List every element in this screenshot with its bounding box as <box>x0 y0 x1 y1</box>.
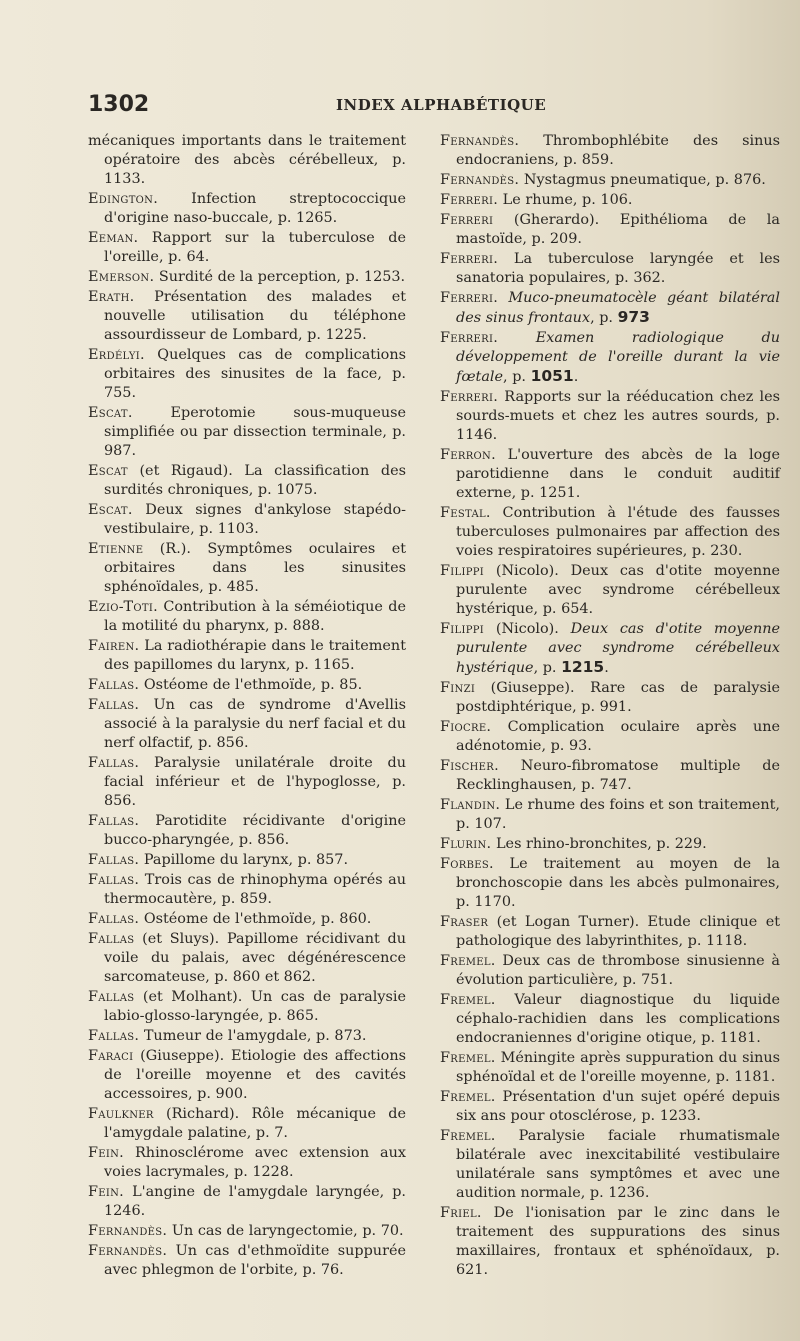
index-entry <box>88 268 406 287</box>
entry-text: mécaniques importants dans le traitement opératoire des abcès cérébelleux, p. 1133. <box>88 133 406 187</box>
entry-text: Infection streptococcique d'origine naso-buccale, p. 1265. <box>104 191 406 226</box>
entry-text: (Giuseppe). Etiologie des affections de l'oreille moyenne et des cavités accessoires, p. 900. <box>104 1048 406 1102</box>
entry-page-number: 973 <box>617 308 650 326</box>
index-entry <box>440 446 780 503</box>
entry-author: Fallas. <box>88 677 140 693</box>
entry-text: Rapport sur la tuberculose de l'oreille, p. 64. <box>104 230 406 265</box>
entry-text: (Nicolo). Deux cas d'otite moyenne purulente avec syndrome cérébelleux hystérique, p. 654. <box>456 563 780 617</box>
entry-text: Présentation d'un sujet opéré depuis six ans pour otosclérose, p. 1233. <box>456 1089 780 1124</box>
entry-text: Un cas de syndrome d'Avellis associé à la paralysie du nerf facial et du nerf olfactif, p. 856. <box>104 697 406 751</box>
entry-end-punct: . <box>573 369 579 385</box>
entry-author: Faraci <box>88 1048 134 1064</box>
entry-text: Nystagmus pneumatique, p. 876. <box>519 172 766 188</box>
index-entry <box>88 1144 406 1182</box>
entry-text: Les rhino-bronchites, p. 229. <box>491 836 707 852</box>
index-entry <box>440 211 780 249</box>
index-entry <box>440 250 780 288</box>
right-column <box>440 132 780 1281</box>
index-entry <box>440 679 780 717</box>
entry-text: La radiothérapie dans le traitement des papillomes du larynx, p. 1165. <box>104 638 406 673</box>
index-entry <box>440 1088 780 1126</box>
entry-author: Fremel. <box>440 992 496 1008</box>
entry-text: Surdité de la perception, p. 1253. <box>154 269 406 285</box>
entry-text: (et Molhant). Un cas de paralysie labio-glosso-laryngée, p. 865. <box>104 989 406 1024</box>
index-entry <box>440 191 780 210</box>
entry-author: Fallas <box>88 989 135 1005</box>
entry-text: La tuberculose laryngée et les sanatoria populaires, p. 362. <box>456 251 780 286</box>
entry-author: Ferreri. <box>440 389 499 405</box>
entry-author: Fallas. <box>88 852 140 868</box>
entry-text: Le rhume des foins et son traitement, p. 107. <box>456 797 780 832</box>
entry-text: L'ouverture des abcès de la loge parotidienne dans le conduit auditif externe, p. 1251. <box>456 447 780 501</box>
index-entry <box>88 288 406 345</box>
index-entry <box>88 1105 406 1143</box>
entry-author: Edington. <box>88 191 159 207</box>
entry-text: Méningite après suppuration du sinus sphénoïdal et de l'oreille moyenne, p. 1181. <box>456 1050 780 1085</box>
entry-text: Paralysie faciale rhumatismale bilatérale avec inexcitabilité vestibulaire unilatérale sans symptômes et avec une audition normale, p. 1236. <box>456 1128 780 1201</box>
index-entry <box>440 504 780 561</box>
index-entry <box>440 620 780 678</box>
index-entry <box>440 855 780 912</box>
entry-author: Forbes. <box>440 856 494 872</box>
entry-author: Fein. <box>88 1145 125 1161</box>
entry-text: Le rhume, p. 106. <box>498 192 633 208</box>
index-entry <box>440 835 780 854</box>
entry-text: Deux cas de thrombose sinusienne à évolution particulière, p. 751. <box>456 953 780 988</box>
entry-text: Thrombophlébite des sinus endocraniens, p. 859. <box>456 133 780 168</box>
entry-author: Fairen. <box>88 638 140 654</box>
entry-title: Deux cas d'otite moyenne purulente avec syndrome cérébelleux hystérique <box>456 621 780 676</box>
index-entry <box>88 676 406 695</box>
index-entry <box>88 540 406 597</box>
index-entry <box>88 851 406 870</box>
entry-author: Fremel. <box>440 1089 496 1105</box>
entry-author: Ferreri. <box>440 192 499 208</box>
index-entry <box>440 388 780 445</box>
index-entry <box>440 1049 780 1087</box>
index-entry <box>440 796 780 834</box>
entry-title: Examen radiologique du développement de l'oreille durant la vie fœtale <box>456 330 780 385</box>
index-entry <box>440 289 780 328</box>
index-entry <box>88 501 406 539</box>
entry-text: Rapports sur la rééducation chez les sourds-muets et chez les autres sourds, p. 1146. <box>456 389 780 443</box>
index-entry <box>440 562 780 619</box>
index-entry <box>88 930 406 987</box>
entry-text: Présentation des malades et nouvelle utilisation du téléphone assourdisseur de Lombard, p. 1225. <box>104 289 406 343</box>
entry-text: Neuro-fibromatose multiple de Recklinghausen, p. 747. <box>456 758 780 793</box>
entry-author: Escat <box>88 463 128 479</box>
entry-author: Friel. <box>440 1205 482 1221</box>
entry-text: Le traitement au moyen de la bronchoscopie dans les abcès pulmonaires, p. 1170. <box>456 856 780 910</box>
index-entry <box>88 871 406 909</box>
entry-author: Etienne <box>88 541 144 557</box>
entry-author: Fallas. <box>88 755 140 771</box>
index-entry <box>88 988 406 1026</box>
entry-author: Fallas. <box>88 697 140 713</box>
entry-text: (Gherardo). Epithélioma de la mastoïde, p. 209. <box>456 212 780 247</box>
entry-author: Filippi <box>440 563 485 579</box>
entry-author: Flandin. <box>440 797 501 813</box>
entry-author: Ferreri. <box>440 330 499 346</box>
entry-author: Escat. <box>88 502 133 518</box>
index-entry <box>88 229 406 267</box>
entry-author: Ferreri <box>440 212 494 228</box>
entry-author: Fernandès. <box>440 172 520 188</box>
index-entry <box>88 910 406 929</box>
index-entry <box>440 718 780 756</box>
entry-text: Ostéome de l'ethmoïde, p. 860. <box>139 911 372 927</box>
entry-text: Paralysie unilatérale droite du facial inférieur et de l'hypoglosse, p. 856. <box>104 755 406 809</box>
index-entry <box>440 329 780 387</box>
entry-author: Fernandès. <box>88 1223 168 1239</box>
entry-text: Un cas d'ethmoïdite suppurée avec phlegmon de l'orbite, p. 76. <box>104 1243 406 1278</box>
index-entry <box>88 754 406 811</box>
index-entry <box>440 913 780 951</box>
index-entry <box>88 812 406 850</box>
index-entry <box>88 1027 406 1046</box>
entry-text: Ostéome de l'ethmoïde, p. 85. <box>139 677 363 693</box>
index-entry <box>88 190 406 228</box>
entry-text: Contribution à l'étude des fausses tuberculoses pulmonaires par affection des voies respiratoires supérieures, p. 230. <box>456 505 780 559</box>
entry-text: (Giuseppe). Rare cas de paralysie postdiphtérique, p. 991. <box>456 680 780 715</box>
entry-text: Contribution à la séméiotique de la motilité du pharynx, p. 888. <box>104 599 406 634</box>
entry-end-punct: . <box>604 660 609 676</box>
entry-author: Eeman. <box>88 230 139 246</box>
entry-author: Fallas. <box>88 813 140 829</box>
entry-text: (et Logan Turner). Etude clinique et pathologique des labyrinthites, p. 1118. <box>456 914 780 949</box>
entry-author: Escat. <box>88 405 133 421</box>
entry-text: (et Sluys). Papillome récidivant du voile du palais, avec dégénérescence sarcomateuse, p. 860 et 862. <box>104 931 406 985</box>
entry-title: Muco-pneumatocèle géant bilatéral des sinus frontaux <box>456 290 780 326</box>
entry-text: (Nicolo). <box>484 621 571 637</box>
entry-author: Faulkner <box>88 1106 154 1122</box>
entry-author: Fraser <box>440 914 489 930</box>
index-entry <box>440 132 780 170</box>
index-entry <box>440 171 780 190</box>
entry-text: (et Rigaud). La classification des surdités chroniques, p. 1075. <box>104 463 406 498</box>
entry-text: Papillome du larynx, p. 857. <box>139 852 349 868</box>
index-entry <box>88 598 406 636</box>
entry-text: Eperotomie sous-muqueuse simplifiée ou par dissection terminale, p. 987. <box>104 405 406 459</box>
entry-page-prefix: , p. <box>590 310 618 326</box>
index-entry <box>440 1204 780 1280</box>
entry-author: Fremel. <box>440 953 496 969</box>
entry-author: Ezio-Toti. <box>88 599 158 615</box>
entry-author: Flurin. <box>440 836 492 852</box>
index-entry <box>88 404 406 461</box>
entry-page-prefix: , p. <box>503 369 531 385</box>
entry-author: Ferreri. <box>440 290 499 306</box>
entry-author: Finzi <box>440 680 476 696</box>
entry-author: Erath. <box>88 289 135 305</box>
entry-page-prefix: , p. <box>533 660 562 676</box>
index-entry <box>88 1222 406 1241</box>
entry-author: Fischer. <box>440 758 499 774</box>
running-title: INDEX ALPHABÉTIQUE <box>336 96 547 114</box>
entry-author: Fallas <box>88 931 135 947</box>
entry-author: Fein. <box>88 1184 125 1200</box>
entry-text: Un cas de laryngectomie, p. 70. <box>167 1223 404 1239</box>
index-entry <box>88 696 406 753</box>
entry-page-number: 1051 <box>530 367 574 385</box>
page-number: 1302 <box>88 92 150 117</box>
index-entry <box>88 346 406 403</box>
index-entry <box>88 1183 406 1221</box>
entry-author: Fallas. <box>88 1028 140 1044</box>
entry-author: Fiocre. <box>440 719 492 735</box>
index-entry <box>88 1242 406 1280</box>
entry-text: Quelques cas de complications orbitaires des sinusites de la face, p. 755. <box>104 347 406 401</box>
entry-author: Fremel. <box>440 1128 496 1144</box>
page-header <box>88 92 768 122</box>
index-entry <box>88 1047 406 1104</box>
entry-author: Filippi <box>440 621 485 637</box>
entry-author: Fernandès. <box>88 1243 168 1259</box>
entry-author: Festal. <box>440 505 491 521</box>
entry-text: Rhinosclérome avec extension aux voies lacrymales, p. 1228. <box>104 1145 406 1180</box>
entry-author: Fallas. <box>88 872 140 888</box>
index-entry <box>88 637 406 675</box>
index-entry <box>440 991 780 1048</box>
index-entry <box>440 952 780 990</box>
index-entry <box>88 462 406 500</box>
entry-text: Tumeur de l'amygdale, p. 873. <box>139 1028 367 1044</box>
index-entry <box>440 757 780 795</box>
index-entry <box>440 1127 780 1203</box>
entry-text: Trois cas de rhinophyma opérés au thermocautère, p. 859. <box>104 872 406 907</box>
entry-text: Valeur diagnostique du liquide céphalo-rachidien dans les complications endocraniennes d'origine otique, p. 1181. <box>456 992 780 1046</box>
entry-author: Fremel. <box>440 1050 496 1066</box>
entry-text: (R.). Symptômes oculaires et orbitaires dans les sinusites sphénoïdales, p. 485. <box>104 541 406 595</box>
entry-author: Fernandès. <box>440 133 520 149</box>
entry-author: Erdélyi. <box>88 347 145 363</box>
entry-text: Parotidite récidivante d'origine bucco-pharyngée, p. 856. <box>104 813 406 848</box>
entry-text: Complication oculaire après une adénotomie, p. 93. <box>456 719 780 754</box>
entry-text: De l'ionisation par le zinc dans le traitement des suppurations des sinus maxillaires, frontaux et sphénoïdaux, p. 621. <box>456 1205 780 1278</box>
entry-text: L'angine de l'amygdale laryngée, p. 1246. <box>104 1184 406 1219</box>
entry-author: Emerson. <box>88 269 155 285</box>
entry-author: Ferreri. <box>440 251 499 267</box>
entry-author: Ferron. <box>440 447 496 463</box>
entry-author: Fallas. <box>88 911 140 927</box>
left-column <box>88 132 406 1281</box>
index-entry <box>88 132 406 189</box>
entry-page-number: 1215 <box>561 658 605 676</box>
entry-text: (Richard). Rôle mécanique de l'amygdale palatine, p. 7. <box>104 1106 406 1141</box>
entry-text: Deux signes d'ankylose stapédo-vestibulaire, p. 1103. <box>104 502 406 537</box>
